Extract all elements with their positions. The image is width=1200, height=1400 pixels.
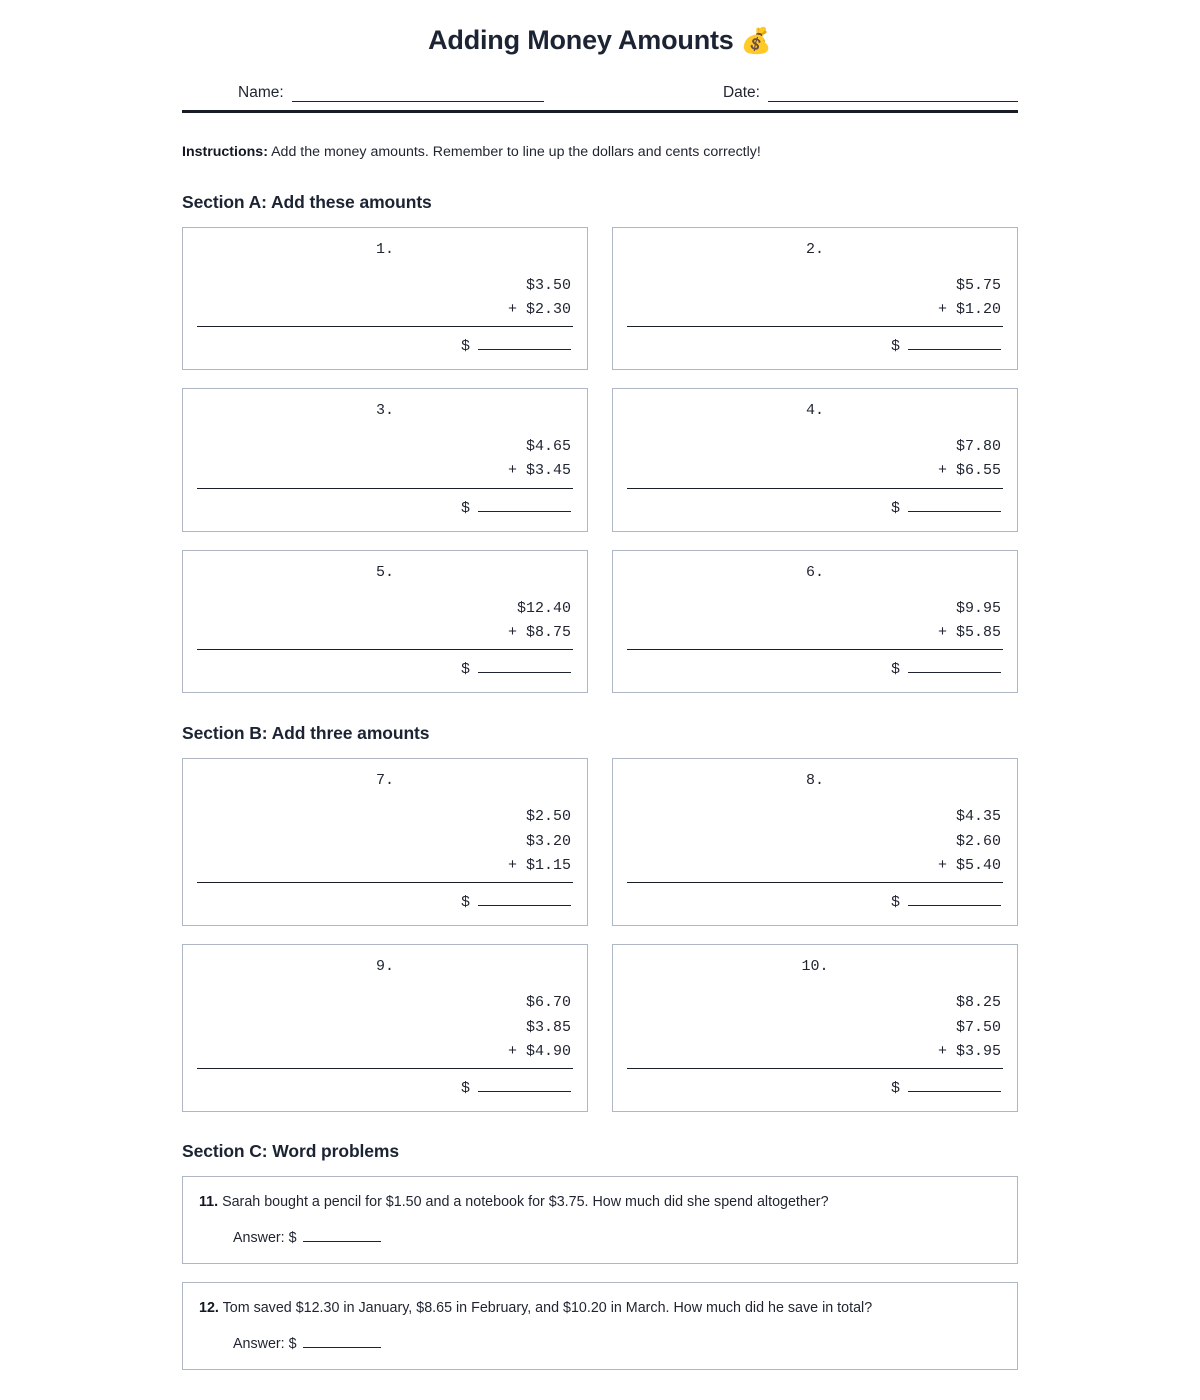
addend-stack	[197, 991, 573, 1064]
sum-rule	[627, 488, 1003, 489]
addend-row-operator: + $2.30	[507, 300, 571, 318]
answer-currency-symbol: $	[890, 499, 900, 517]
sum-rule	[627, 649, 1003, 650]
sum-rule	[627, 1068, 1003, 1069]
problem-number: 4.	[805, 402, 824, 420]
addend-row-operator: + $8.75	[507, 624, 571, 642]
section-c-list	[182, 1176, 1018, 1370]
problem-box	[182, 550, 588, 694]
answer-row	[197, 498, 573, 517]
answer-input-blank[interactable]	[908, 498, 1001, 512]
sum-rule	[627, 326, 1003, 327]
addend-row: $9.95	[937, 599, 1001, 617]
problem-box	[612, 227, 1018, 371]
addend-stack	[197, 435, 573, 484]
answer-currency-symbol: $	[460, 661, 470, 679]
addend-row-operator: + $5.85	[937, 624, 1001, 642]
addend-row: $8.25	[937, 994, 1001, 1012]
header-divider	[182, 110, 1018, 113]
section-a-grid	[182, 227, 1018, 694]
instructions-text: Add the money amounts. Remember to line up the dollars and cents correctly!	[271, 143, 761, 160]
addend-stack	[627, 991, 1003, 1064]
problem-box	[182, 227, 588, 371]
addend-row: $2.50	[507, 808, 571, 826]
addend-row: $4.65	[507, 438, 571, 456]
answer-input-blank[interactable]	[478, 498, 571, 512]
section-c-heading: Section C: Word problems	[182, 1141, 400, 1162]
problem-number: 10.	[801, 958, 829, 976]
addend-row: $4.35	[937, 808, 1001, 826]
sum-rule	[197, 1068, 573, 1069]
addend-row-operator: + $3.95	[937, 1042, 1001, 1060]
problem-box	[612, 944, 1018, 1112]
section-b-heading: Section B: Add three amounts	[182, 723, 430, 744]
answer-input-blank[interactable]	[908, 1078, 1001, 1092]
section-b-grid	[182, 758, 1018, 1112]
addend-stack	[197, 597, 573, 646]
word-answer-label: Answer: $	[233, 1230, 297, 1247]
answer-row	[197, 1078, 573, 1097]
answer-input-blank[interactable]	[478, 1078, 571, 1092]
problem-box	[612, 550, 1018, 694]
answer-row	[627, 336, 1003, 355]
sum-rule	[197, 326, 573, 327]
sum-rule	[197, 882, 573, 883]
problem-number: 1.	[375, 240, 394, 258]
answer-row	[197, 892, 573, 911]
instructions	[182, 143, 1018, 163]
section-a-heading: Section A: Add these amounts	[182, 191, 432, 212]
answer-currency-symbol: $	[890, 338, 900, 356]
answer-input-blank[interactable]	[478, 336, 571, 350]
answer-currency-symbol: $	[460, 894, 470, 912]
instructions-label: Instructions:	[182, 143, 268, 160]
name-field-group	[238, 84, 544, 102]
name-input-blank[interactable]	[292, 86, 544, 102]
addend-stack	[627, 597, 1003, 646]
word-problem-box	[182, 1176, 1018, 1264]
date-field-group	[723, 84, 1018, 102]
answer-row	[627, 659, 1003, 678]
addend-stack	[627, 274, 1003, 323]
addend-stack	[627, 435, 1003, 484]
word-problem-number: 11.	[199, 1194, 219, 1211]
addend-row: $2.60	[937, 832, 1001, 850]
answer-currency-symbol: $	[460, 1080, 470, 1098]
addend-row: $3.85	[507, 1018, 571, 1036]
addend-stack	[627, 805, 1003, 878]
page-title-text: Adding Money Amounts	[428, 25, 734, 55]
date-label: Date:	[722, 83, 760, 101]
name-date-row	[182, 84, 1018, 106]
word-problem-number: 12.	[199, 1300, 219, 1317]
addend-stack	[197, 274, 573, 323]
addend-row: $3.20	[507, 832, 571, 850]
answer-input-blank[interactable]	[478, 659, 571, 673]
problem-box	[182, 758, 588, 926]
money-bag-icon: 💰	[740, 27, 772, 55]
word-answer-row	[199, 1228, 1001, 1246]
answer-currency-symbol: $	[890, 1080, 900, 1098]
sum-rule	[627, 882, 1003, 883]
addend-row: $7.50	[937, 1018, 1001, 1036]
problem-box	[182, 944, 588, 1112]
word-problem-box	[182, 1282, 1018, 1370]
answer-currency-symbol: $	[890, 661, 900, 679]
addend-stack	[197, 805, 573, 878]
answer-input-blank[interactable]	[478, 892, 571, 906]
problem-number: 2.	[805, 240, 824, 258]
answer-currency-symbol: $	[460, 499, 470, 517]
answer-input-blank[interactable]	[908, 659, 1001, 673]
word-answer-row	[199, 1334, 1001, 1352]
answer-row	[627, 892, 1003, 911]
addend-row: $6.70	[507, 994, 571, 1012]
answer-currency-symbol: $	[890, 894, 900, 912]
addend-row-operator: + $1.15	[507, 856, 571, 874]
addend-row: $5.75	[937, 276, 1001, 294]
word-problem-text: 12. Tom saved $12.30 in January, $8.65 in February, and $10.20 in March. How much did he save in total?	[199, 1300, 873, 1317]
sum-rule	[197, 649, 573, 650]
problem-number: 8.	[805, 772, 824, 790]
addend-row-operator: + $6.55	[937, 462, 1001, 480]
addend-row: $12.40	[498, 599, 571, 617]
addend-row-operator: + $3.45	[507, 462, 571, 480]
addend-row-operator: + $1.20	[937, 300, 1001, 318]
answer-currency-symbol: $	[460, 338, 470, 356]
word-answer-label: Answer: $	[233, 1336, 297, 1353]
answer-row	[627, 498, 1003, 517]
page-title	[182, 26, 1018, 56]
addend-row-operator: + $4.90	[507, 1042, 571, 1060]
addend-row: $7.80	[937, 438, 1001, 456]
addend-row-operator: + $5.40	[937, 856, 1001, 874]
answer-row	[627, 1078, 1003, 1097]
answer-input-blank[interactable]	[908, 892, 1001, 906]
name-label: Name:	[238, 83, 284, 101]
problem-number: 7.	[375, 772, 394, 790]
date-input-blank[interactable]	[768, 86, 1018, 102]
answer-input-blank[interactable]	[908, 336, 1001, 350]
addend-row: $3.50	[507, 276, 571, 294]
answer-row	[197, 659, 573, 678]
problem-number: 5.	[375, 563, 394, 581]
problem-box	[182, 388, 588, 532]
word-answer-input-blank[interactable]	[303, 1334, 381, 1348]
problem-number: 9.	[375, 958, 394, 976]
word-problem-text: 11. Sarah bought a pencil for $1.50 and a notebook for $3.75. How much did she spend altogether?	[199, 1194, 829, 1211]
answer-row	[197, 336, 573, 355]
problem-number: 6.	[805, 563, 824, 581]
word-answer-input-blank[interactable]	[303, 1228, 381, 1242]
problem-box	[612, 388, 1018, 532]
problem-box	[612, 758, 1018, 926]
sum-rule	[197, 488, 573, 489]
problem-number: 3.	[375, 402, 394, 420]
